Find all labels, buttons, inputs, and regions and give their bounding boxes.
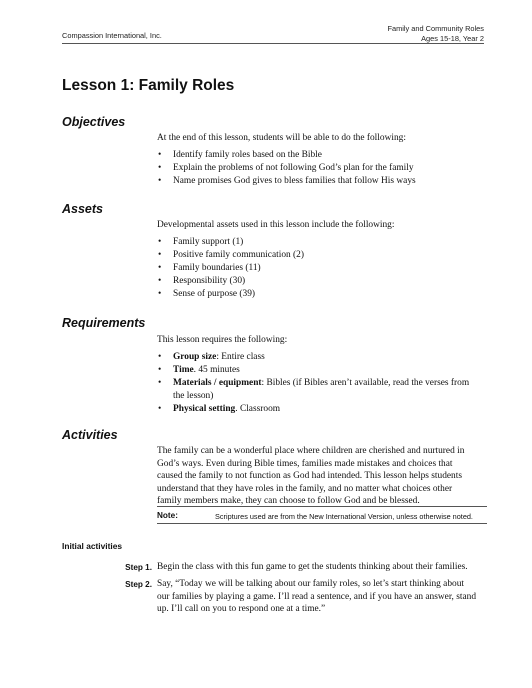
list-item: • Positive family communication (2) [157,249,477,262]
assets-intro: Developmental assets used in this lesson include the following: [157,220,395,230]
requirement-value: . Classroom [235,403,281,414]
objectives-section [157,132,477,188]
assets-section [157,219,477,302]
page-header [62,20,484,44]
list-item [157,377,477,402]
page-title: Lesson 1: Family Roles [62,77,235,94]
assets-list [157,236,477,301]
list-item: • Responsibility (30) [157,275,477,288]
note-box [157,506,487,524]
note-label: Note: [157,511,178,520]
list-item: • Identify family roles based on the Bible [157,149,477,162]
requirement-label: Group size [173,351,217,362]
requirement-label: Physical setting [173,403,236,414]
activities-heading: Activities [62,428,118,442]
step-text: Begin the class with this fun game to get the students thinking about their families. [157,562,468,572]
requirements-section [157,334,477,416]
list-item: • Sense of purpose (39) [157,288,477,301]
requirement-label: Materials / equipment [173,377,262,388]
requirement-label: Time [173,364,194,375]
objectives-list [157,149,477,188]
header-course-ages: Ages 15-18, Year 2 [421,33,484,43]
objectives-intro: At the end of this lesson, students will be able to do the following: [157,133,406,143]
requirement-value: . 45 minutes [193,364,240,375]
requirement-value: : Entire class [216,351,265,362]
list-item: • Explain the problems of not following God’s plan for the family [157,162,477,175]
requirements-heading: Requirements [62,316,146,330]
list-item [157,403,477,416]
note-text: Scriptures used are from the New International Version, unless otherwise noted. [215,511,473,521]
header-course-title: Family and Community Roles [387,24,484,33]
list-item: • Name promises God gives to bless families that follow His ways [157,175,477,188]
step-text: Say, “Today we will be talking about our family roles, so let’s start thinking about our families by playing a game. I’ll read a sentence, and if you have an answer, stand up. I’ll call on you to respond one at a time.” [157,579,477,615]
list-item: • Family boundaries (11) [157,262,477,275]
step-label: Step 2. [125,579,152,589]
header-organization: Compassion International, Inc. [62,31,162,40]
initial-activities-heading: Initial activities [62,541,123,551]
list-item: • Family support (1) [157,236,477,249]
list-item [157,364,477,377]
activities-section [157,445,477,508]
assets-heading: Assets [62,202,103,216]
list-item [157,351,477,364]
step-label: Step 1. [125,562,152,572]
header-course-info [387,24,484,43]
activities-paragraph: The family can be a wonderful place where children are cherished and nurtured in God’s ways. Even during Bible times, families made mistakes and choices that caused the family to not function as God had intended. This lesson helps students understand that they have roles in the family, and no matter what choices other family members make, they can choose to follow God and be blessed. [157,446,465,507]
requirements-intro: This lesson requires the following: [157,335,288,345]
requirement-value: : Bibles (if Bibles aren’t available, read the verses from the lesson) [173,377,470,401]
requirements-list [157,351,477,416]
objectives-heading: Objectives [62,115,126,129]
